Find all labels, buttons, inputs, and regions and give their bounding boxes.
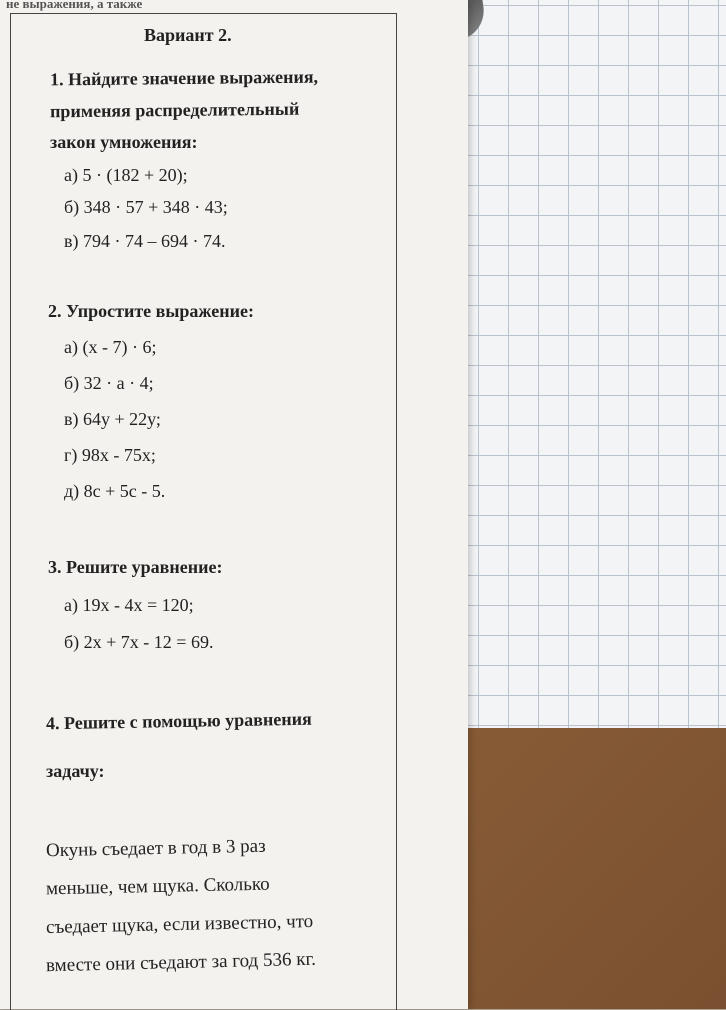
variant-title: Вариант 2. — [144, 25, 232, 45]
task2-item-b: б) 32 · а · 4; — [64, 373, 154, 393]
task1-title-line2: применяя распределительный — [49, 98, 300, 122]
task3-item-b: б) 2х + 7х - 12 = 69. — [64, 632, 214, 652]
task2-item-c: в) 64у + 22у; — [64, 409, 161, 429]
task4-text-line4: вместе они съедают за год 536 кг. — [45, 948, 317, 977]
task4-text-line3: съедает щука, если известно, что — [45, 910, 314, 939]
task4-text-line2: меньше, чем щука. Сколько — [45, 873, 270, 900]
task4-title-line1: 4. Решите с помощью уравнения — [45, 708, 312, 734]
task2-title: 2. Упростите выражение: — [48, 301, 254, 321]
task4-title-line2: задачу: — [46, 761, 105, 781]
task3-title: 3. Решите уравнение: — [48, 557, 223, 577]
task1-item-c: в) 794 · 74 – 694 · 74. — [64, 231, 226, 251]
task1-item-a: а) 5 · (182 + 20); — [64, 165, 188, 185]
task2-item-d: г) 98х - 75х; — [64, 445, 156, 465]
task3-item-a: а) 19х - 4х = 120; — [64, 595, 194, 615]
task4-text-line1: Окунь съедает в год в 3 раз — [45, 835, 266, 862]
task1-item-b: б) 348 · 57 + 348 · 43; — [64, 197, 228, 217]
task1-title-line1: 1. Найдите значение выражения, — [49, 66, 319, 90]
task2-item-a: а) (х - 7) · 6; — [64, 337, 157, 357]
task1-title-line3: закон умножения: — [50, 132, 198, 152]
task2-item-e: д) 8с + 5с - 5. — [64, 481, 166, 501]
cut-off-header: не выражения, а также — [6, 0, 143, 11]
